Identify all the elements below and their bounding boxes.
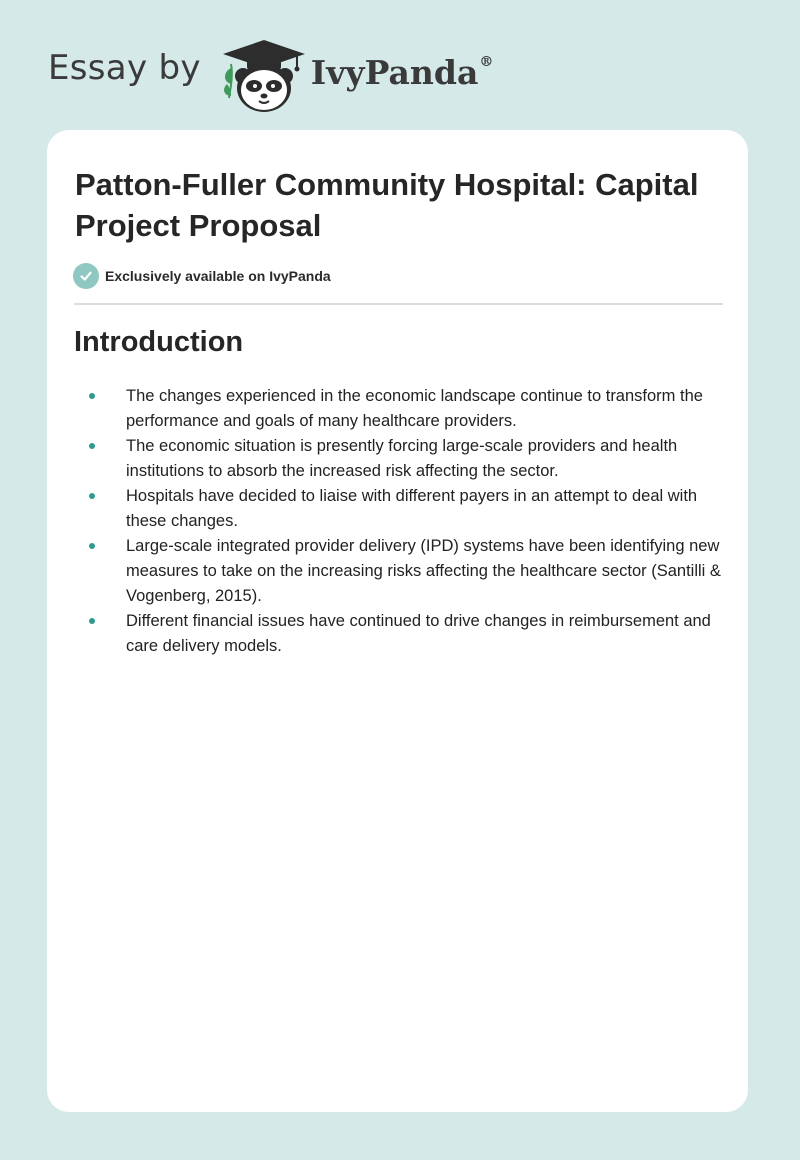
bullet-dot-icon — [89, 618, 95, 624]
essay-card — [47, 130, 748, 1112]
exclusive-badge — [73, 263, 331, 289]
bullet-dot-icon — [89, 543, 95, 549]
title-divider — [74, 303, 723, 305]
list-item-text: The economic situation is presently forcing large-scale providers and health institutions to absorb the increased risk affecting the sector. — [126, 437, 678, 480]
bullet-dot-icon — [89, 493, 95, 499]
checkmark-icon — [73, 263, 99, 289]
brand-name[interactable] — [311, 53, 494, 92]
panda-logo-icon[interactable] — [217, 34, 309, 114]
list-item — [126, 609, 726, 659]
registered-mark: ® — [479, 53, 494, 70]
list-item-text: The changes experienced in the economic landscape continue to transform the performance and goals of many healthcare providers. — [126, 387, 703, 430]
list-item-text: Hospitals have decided to liaise with different payers in an attempt to deal with these changes. — [126, 487, 698, 530]
bullet-dot-icon — [89, 393, 95, 399]
essay-title: Patton-Fuller Community Hospital: Capital Project Proposal — [75, 167, 699, 243]
list-item — [126, 384, 726, 434]
essay-by-label: Essay by — [48, 48, 201, 88]
introduction-bullet-list — [126, 384, 726, 659]
section-heading-introduction: Introduction — [74, 326, 244, 358]
list-item — [126, 534, 726, 609]
list-item-text: Large-scale integrated provider delivery (IPD) systems have been identifying new measures to take on the increasing risks affecting the healthcare sector (Santilli & Vogenberg, 2015). — [126, 537, 721, 605]
site-header — [48, 34, 493, 114]
exclusive-badge-label: Exclusively available on IvyPanda — [105, 268, 331, 284]
brand-text: IvyPanda — [310, 52, 479, 92]
list-item-text: Different financial issues have continued to drive changes in reimbursement and care delivery models. — [126, 612, 711, 655]
list-item — [126, 434, 726, 484]
list-item — [126, 484, 726, 534]
bullet-dot-icon — [89, 443, 95, 449]
